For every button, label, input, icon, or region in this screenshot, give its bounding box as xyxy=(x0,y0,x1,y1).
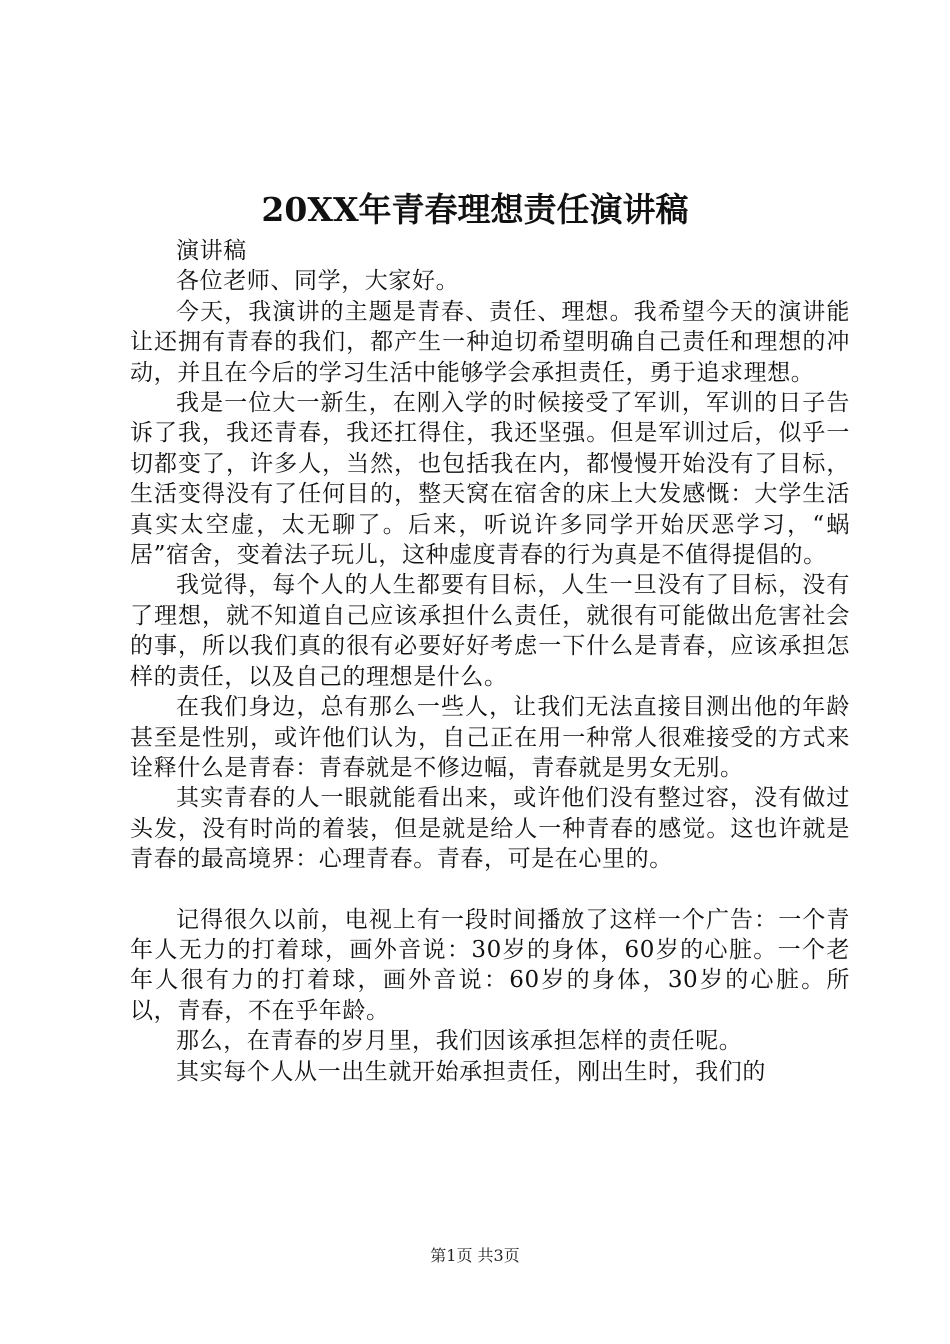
paragraph: 我是一位大一新生，在刚入学的时候接受了军训，军训的日子告诉了我，我还青春，我还扛得住，我还坚强。但是军训过后，似乎一切都变了，许多人，当然，也包括我在内，都慢慢开始没有了目标，生活变得没有了任何目的，整天窝在宿舍的床上大发感慨：大学生活真实太空虚，太无聊了。后来，听说许多同学开始厌恶学习，“蜗居”宿舍，变着法子玩儿，这种虚度青春的行为真是不值得提倡的。 xyxy=(130,390,850,569)
paragraph: 那么，在青春的岁月里，我们因该承担怎样的责任呢。 xyxy=(176,1028,743,1055)
document-body xyxy=(130,236,850,1087)
paragraph-greeting: 各位老师、同学，大家好。 xyxy=(176,268,460,295)
paragraph: 今天，我演讲的主题是青春、责任、理想。我希望今天的演讲能让还拥有青春的我们，都产生一种迫切希望明确自己责任和理想的冲动，并且在今后的学习生活中能够学会承担责任，勇于追求理想。 xyxy=(130,298,850,386)
paragraph: 记得很久以前，电视上有一段时间播放了这样一个广告：一个青年人无力的打着球，画外音说：30岁的身体，60岁的心脏。一个老年人很有力的打着球，画外音说：60岁的身体，30岁的心脏。所以，青春，不在乎年龄。 xyxy=(130,906,850,1024)
paragraph: 在我们身边，总有那么一些人，让我们无法直接目测出他的年龄甚至是性别，或许他们认为，自己正在用一种常人很难接受的方式来诠释什么是青春：青春就是不修边幅，青春就是男女无别。 xyxy=(130,694,850,781)
paragraph: 其实青春的人一眼就能看出来，或许他们没有整过容，没有做过头发，没有时尚的着装，但是就是给人一种青春的感觉。这也许就是青春的最高境界：心理青春。青春，可是在心里的。 xyxy=(130,785,850,873)
document-title: 20XX年青春理想责任演讲稿 xyxy=(261,190,689,229)
paragraph: 我觉得，每个人的人生都要有目标，人生一旦没有了目标，没有了理想，就不知道自己应该承担什么责任，就很有可能做出危害社会的事，所以我们真的很有必要好好考虑一下什么是青春，应该承担怎样的责任，以及自己的理想是什么。 xyxy=(130,572,850,690)
paragraph-heading: 演讲稿 xyxy=(176,238,247,264)
page-footer: 第1页 共3页 xyxy=(430,1246,520,1265)
paragraph: 其实每个人从一出生就开始承担责任，刚出生时，我们的 xyxy=(176,1058,766,1085)
